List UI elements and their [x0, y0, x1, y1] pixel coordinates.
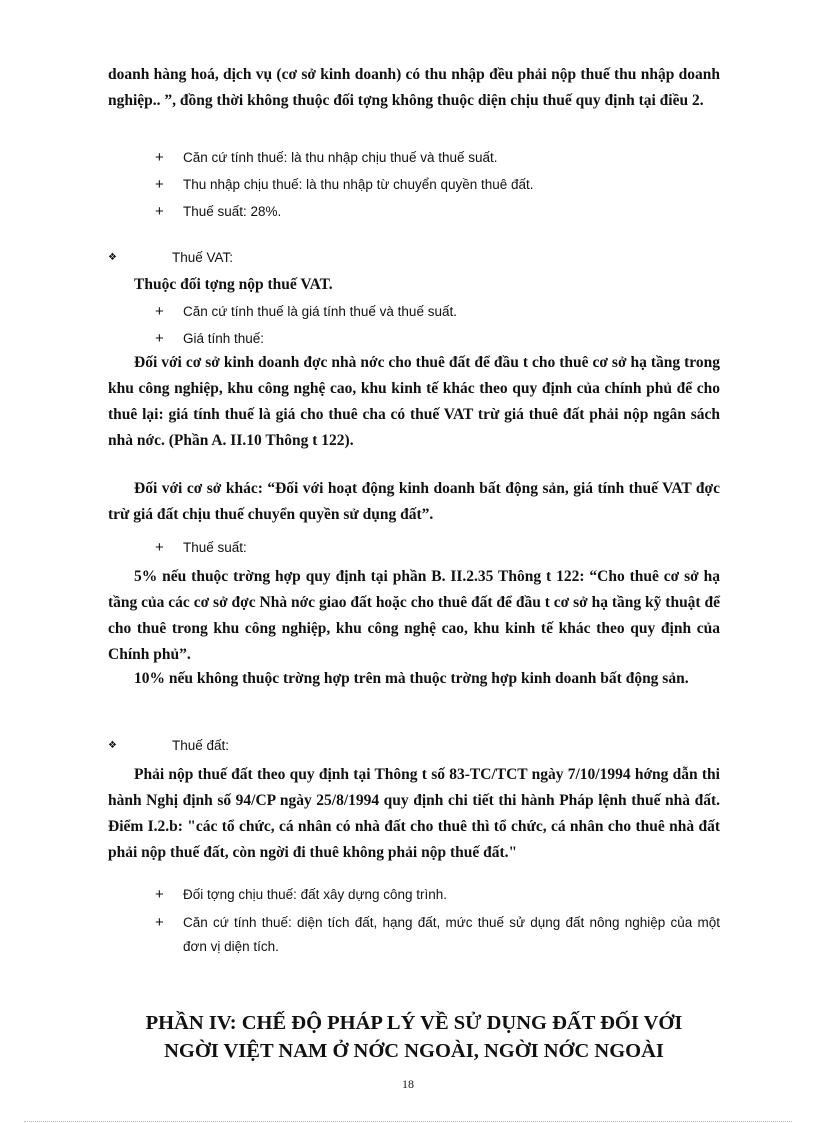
plus-bullet-icon: + — [155, 914, 164, 931]
plus-bullet-icon: + — [155, 176, 164, 193]
list-item — [155, 911, 720, 959]
plus-bullet-icon: + — [155, 886, 164, 903]
list-item-text: Căn cứ tính thuế là giá tính thuế và thuế suất. — [183, 304, 457, 319]
list-item — [155, 300, 720, 324]
rate-description: nếu thuộc trờng hợp quy định tại phần B. II.2.35 Thông t 122: “Cho thuê cơ sở hạ tầng của các cơ sở đợc Nhà nớc giao đất hoặc cho thuê đất để đầu t cơ sở hạ tầng kỹ thuật để cho thuê trong khu công nghiệp, khu công nghệ cao, khu kinh tế khác theo quy định của Chính phủ”. — [108, 568, 720, 663]
section-header-vat — [108, 250, 233, 265]
rate-value: 10% — [134, 670, 165, 687]
rate-value: 5% — [134, 568, 158, 585]
section-header-land-tax — [108, 738, 229, 753]
vat-subject: Thuộc đối tợng nộp thuế VAT. — [134, 276, 333, 293]
section-label: Thuế đất: — [172, 738, 230, 753]
part-heading-line-1: PHẦN IV: CHẾ ĐỘ PHÁP LÝ VỀ SỬ DỤNG ĐẤT ĐỐI VỚI — [145, 1012, 683, 1034]
list-item — [155, 173, 720, 197]
list-item-text: Thuế suất: — [183, 540, 247, 555]
footer-divider — [24, 1121, 792, 1122]
part-heading-line-2: NGỜI VIỆT NAM Ở NỚC NGOÀI, NGỜI NỚC NGOÀI — [164, 1040, 664, 1062]
plus-bullet-icon: + — [155, 203, 164, 220]
list-item — [155, 200, 720, 224]
list-item-text: Căn cứ tính thuế: diện tích đất, hạng đất, mức thuế sử dụng đất nông nghiệp của một đơn vị diện tích. — [183, 915, 720, 954]
plus-bullet-icon: + — [155, 303, 164, 320]
diamond-bullet-icon: ❖ — [108, 740, 117, 751]
list-item-text: Thuế suất: 28%. — [183, 204, 282, 219]
land-tax-paragraph: Phải nộp thuế đất theo quy định tại Thông t số 83-TC/TCT ngày 7/10/1994 hớng dẫn thi hành Nghị định số 94/CP ngày 25/8/1994 quy định chi tiết thi hành Pháp lệnh thuế nhà đất. Điểm I.2.b: "các tổ chức, cá nhân có nhà đất cho thuê thì tổ chức, cá nhân cho thuê nhà đất phải nộp thuế đất, còn ngời đi thuê không phải nộp thuế đất." — [108, 766, 720, 861]
vat-rate-5-paragraph — [108, 564, 720, 668]
list-item — [155, 536, 720, 560]
intro-paragraph: doanh hàng hoá, dịch vụ (cơ sở kinh doanh) có thu nhập đều phải nộp thuế thu nhập doanh nghiệp.. ”, đồng thời không thuộc đối tợng không thuộc diện chịu thuế quy định tại điều 2. — [108, 66, 720, 109]
page-number: 18 — [402, 1077, 414, 1091]
section-label: Thuế VAT: — [172, 250, 234, 265]
list-item — [155, 327, 720, 351]
vat-rate-10-paragraph — [108, 666, 720, 692]
list-item — [155, 883, 720, 907]
vat-paragraph-1: Đối với cơ sở kinh doanh đợc nhà nớc cho thuê đất để đầu t cho thuê cơ sở hạ tầng trong khu công nghiệp, khu công nghệ cao, khu kinh tế khác theo quy định của chính phủ để cho thuê lại: giá tính thuế là giá cho thuê cha có thuế VAT trừ giá thuê đất phải nộp ngân sách nhà nớc. (Phần A. II.10 Thông t 122). — [108, 354, 720, 449]
list-item-text: Thu nhập chịu thuế: là thu nhập từ chuyển quyền thuê đất. — [183, 177, 534, 192]
list-item-text: Căn cứ tính thuế: là thu nhập chịu thuế và thuế suất. — [183, 150, 498, 165]
list-item-text: Đối tợng chịu thuế: đất xây dựng công trình. — [183, 887, 448, 902]
rate-description: nếu không thuộc trờng hợp trên mà thuộc trờng hợp kinh doanh bất động sản. — [165, 670, 689, 687]
list-item — [155, 146, 720, 170]
list-item-text: Giá tính thuế: — [183, 331, 265, 346]
diamond-bullet-icon: ❖ — [108, 252, 117, 263]
vat-paragraph-2: Đối với cơ sở khác: “Đối với hoạt động kinh doanh bất động sản, giá tính thuế VAT đợc trừ giá đất chịu thuế chuyển quyền sử dụng đất”. — [108, 480, 720, 523]
plus-bullet-icon: + — [155, 539, 164, 556]
plus-bullet-icon: + — [155, 330, 164, 347]
plus-bullet-icon: + — [155, 149, 164, 166]
